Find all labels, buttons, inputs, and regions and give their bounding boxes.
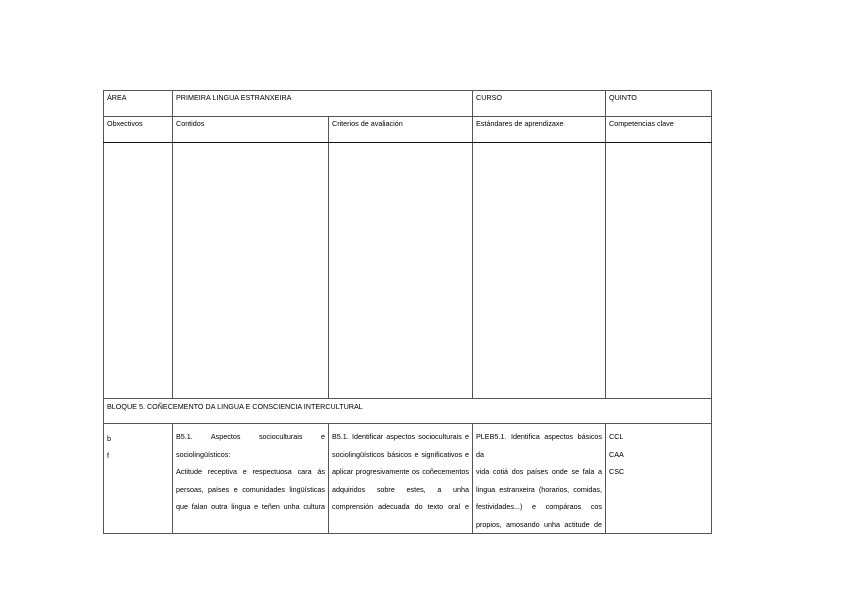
competences-cell: [606, 424, 712, 534]
standards-line: lingua estranxeira (horarios, comidas,: [476, 484, 602, 494]
criteria-line: adquiridos sobre estes, a unha: [332, 484, 469, 494]
column-criteria: Criterios de avaliación: [329, 117, 473, 143]
empty-row: [104, 143, 712, 399]
contents-line: sociolingüísticos:: [176, 449, 231, 459]
header-row: [104, 91, 712, 117]
competence-item: CSC: [609, 467, 625, 476]
contents-cell: [173, 424, 329, 534]
area-label: ÁREA: [104, 91, 173, 117]
contents-line: persoas, países e comunidades lingüísticas: [176, 484, 325, 494]
standards-line: PLEB5.1. Identifica aspectos básicos da: [476, 432, 602, 459]
standards-line: festividades...) e compáraos cos: [476, 502, 602, 511]
curriculum-table: [103, 90, 712, 534]
objective-item: b: [107, 434, 111, 443]
contents-line: que falan outra lingua e teñen unha cultura: [176, 502, 325, 511]
objective-item: f: [107, 451, 109, 460]
contents-line: B5.1. Aspectos socioculturais e: [176, 432, 325, 441]
standards-line: propios, amosando unha actitude de: [476, 519, 602, 529]
block-content-row: [104, 424, 712, 534]
criteria-cell: [329, 424, 473, 534]
empty-cell: [606, 143, 712, 399]
block-title: BLOQUE 5. COÑECEMENTO DA LINGUA E CONSCIENCIA INTERCULTURAL: [104, 399, 712, 424]
criteria-line: sociolingüísticos básicos e significativos e: [332, 449, 469, 459]
column-objectives: Obxectivos: [104, 117, 173, 143]
empty-cell: [473, 143, 606, 399]
column-contents: Contidos: [173, 117, 329, 143]
criteria-line: aplicar progresivamente os coñecementos: [332, 467, 469, 476]
column-header-row: [104, 117, 712, 143]
column-competences: Competencias clave: [606, 117, 712, 143]
area-value: [173, 91, 473, 117]
criteria-line: B5.1. Identificar aspectos socioculturais e: [332, 432, 469, 441]
empty-cell: [173, 143, 329, 399]
contents-line: Actitude receptiva e respectuosa cara ás: [176, 467, 325, 476]
competence-item: CCL: [609, 432, 624, 441]
column-standards: Estándares de aprendizaxe: [473, 117, 606, 143]
empty-cell: [104, 143, 173, 399]
area-name: PRIMEIRA LINGUA ESTRANXEIRA: [176, 93, 292, 102]
curso-value: QUINTO: [606, 91, 712, 117]
objectives-cell: [104, 424, 173, 534]
standards-cell: [473, 424, 606, 534]
competence-item: CAA: [609, 449, 624, 459]
empty-cell: [329, 143, 473, 399]
criteria-line: comprensión adecuada do texto oral e: [332, 502, 469, 511]
standards-line: vida cotiá dos países onde se fala a: [476, 467, 602, 476]
curso-label: CURSO: [473, 91, 606, 117]
block-title-row: [104, 399, 712, 424]
